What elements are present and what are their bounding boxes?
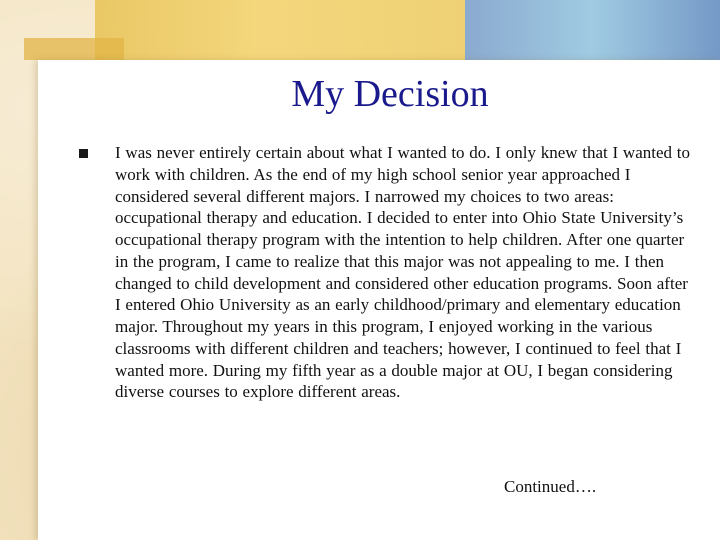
slide-title: My Decision	[291, 73, 489, 115]
square-bullet-icon	[79, 149, 88, 158]
decorative-banner-stripe	[24, 38, 124, 60]
slide-body-text: I was never entirely certain about what I wanted to do. I only knew that I wanted to work with children. As the end of my high school senior year approached I considered several different majors. I narrowed my choices to two areas: occupational therapy and education. I decided to enter into Ohio State University’s occupational therapy program with the intention to help children. After one quarter in the program, I came to realize that this major was not appealing to me. I then changed to child development and considered other education programs. Soon after I entered Ohio University as an early childhood/primary and elementary education major. Throughout my years in this program, I enjoyed working in the various classrooms with different children and teachers; however, I continued to feel that I wanted more. During my fifth year as a double major at OU, I began considering diverse courses to explore different areas.	[115, 143, 690, 402]
decorative-banner-right	[465, 0, 720, 60]
decorative-banner-left	[95, 0, 465, 60]
continued-label: Continued….	[504, 477, 597, 496]
